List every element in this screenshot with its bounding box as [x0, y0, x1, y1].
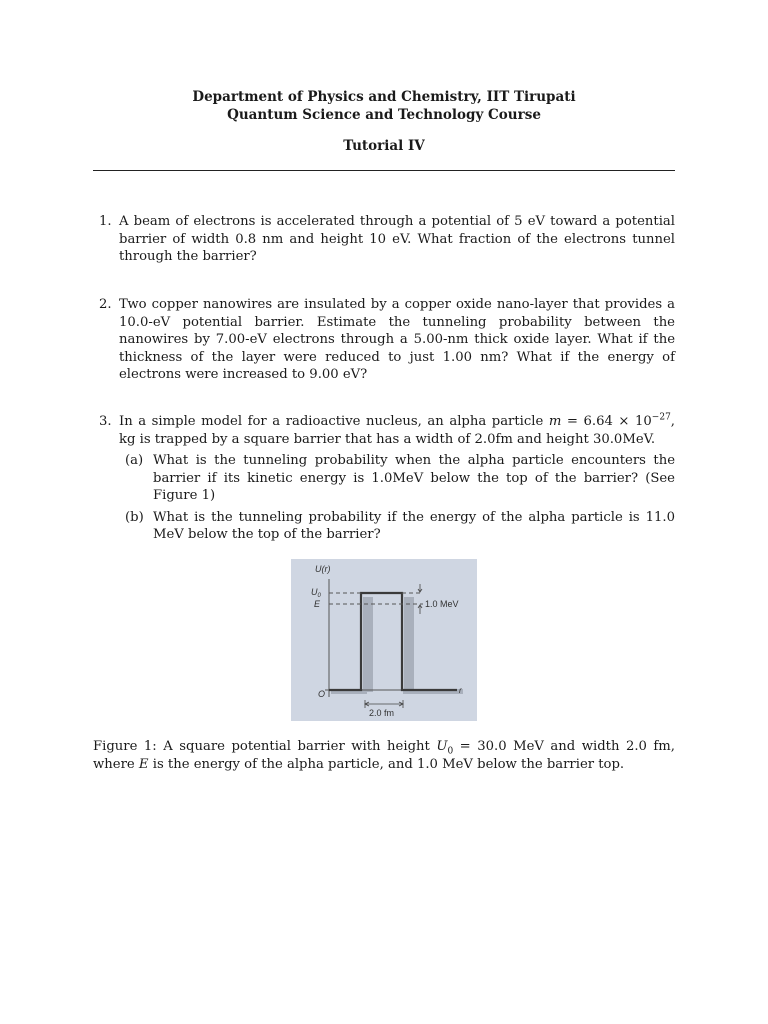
- caption-middle: = 30.0 MeV and width 2.0 fm, where: [93, 739, 675, 772]
- mass-value: = 6.64 × 10: [561, 414, 652, 429]
- caption-u0-symbol: U: [436, 739, 448, 754]
- barrier-figure: [291, 559, 477, 721]
- energy-label: E: [314, 599, 321, 609]
- question-number: 1.: [99, 214, 112, 229]
- question-text-end: , kg is trapped by a square barrier that has a width of 2.0fm and height 30.0MeV.: [119, 414, 675, 447]
- question-3-part-a: [125, 452, 675, 505]
- department-title: Department of Physics and Chemistry, IIT Tirupati: [192, 89, 576, 105]
- part-label: (b): [125, 509, 144, 525]
- origin-label: O: [318, 689, 326, 699]
- question-text: [119, 413, 675, 448]
- tutorial-title: Tutorial IV: [343, 138, 425, 154]
- u0-label-symbol: U: [311, 587, 318, 597]
- caption-prefix: Figure 1: A square potential barrier with height: [93, 739, 437, 754]
- question-number: 2.: [99, 297, 112, 312]
- u0-label-subscript: 0: [317, 593, 321, 599]
- caption-suffix: is the energy of the alpha particle, and 1.0 MeV below the barrier top.: [148, 756, 625, 772]
- document-header: [0, 88, 768, 155]
- question-text-start: In a simple model for a radioactive nucleus, an alpha particle: [119, 414, 549, 429]
- part-label: (a): [125, 453, 144, 468]
- question-1: [93, 213, 675, 266]
- barrier-right-shadow: [404, 597, 414, 692]
- figure-caption: [93, 738, 675, 773]
- question-3: [93, 413, 675, 544]
- caption-e-symbol: E: [138, 756, 149, 772]
- question-number: 3.: [99, 414, 112, 429]
- u0-label: [311, 587, 322, 599]
- part-text: What is the tunneling probability if the energy of the alpha particle is 11.0 MeV below the top of the barrier?: [153, 509, 675, 542]
- y-axis-label: U(r): [315, 564, 331, 574]
- part-text: What is the tunneling probability when the alpha particle encounters the barrier if its kinetic energy is 1.0MeV below the top of the barrier? (See Figure 1): [153, 453, 675, 503]
- gap-label: 1.0 MeV: [425, 599, 459, 609]
- header-divider: [93, 170, 675, 171]
- question-3-part-b: [125, 509, 675, 544]
- width-label: 2.0 fm: [369, 708, 395, 718]
- question-text: Two copper nanowires are insulated by a copper oxide nano-layer that provides a 10.0-eV potential barrier. Estimate the tunneling probability between the nanowires by 7.00-eV electrons through a 5.00-nm thick oxide layer. What if the thickness of the layer were reduced to just 1.00 nm? What if the energy of electrons were increased to 9.00 eV?: [119, 297, 675, 382]
- course-title: Quantum Science and Technology Course: [227, 107, 541, 123]
- barrier-diagram: [291, 559, 477, 721]
- mass-exponent: −27: [651, 412, 671, 423]
- r-axis-label: r: [459, 686, 462, 695]
- question-2: [93, 296, 675, 384]
- mass-symbol: m: [548, 414, 562, 429]
- question-text: A beam of electrons is accelerated through a potential of 5 eV toward a potential barrier of width 0.8 nm and height 10 eV. What fraction of the electrons tunnel through the barrier?: [119, 214, 675, 264]
- barrier-left-shadow: [363, 597, 373, 692]
- caption-u0-subscript: 0: [447, 746, 454, 757]
